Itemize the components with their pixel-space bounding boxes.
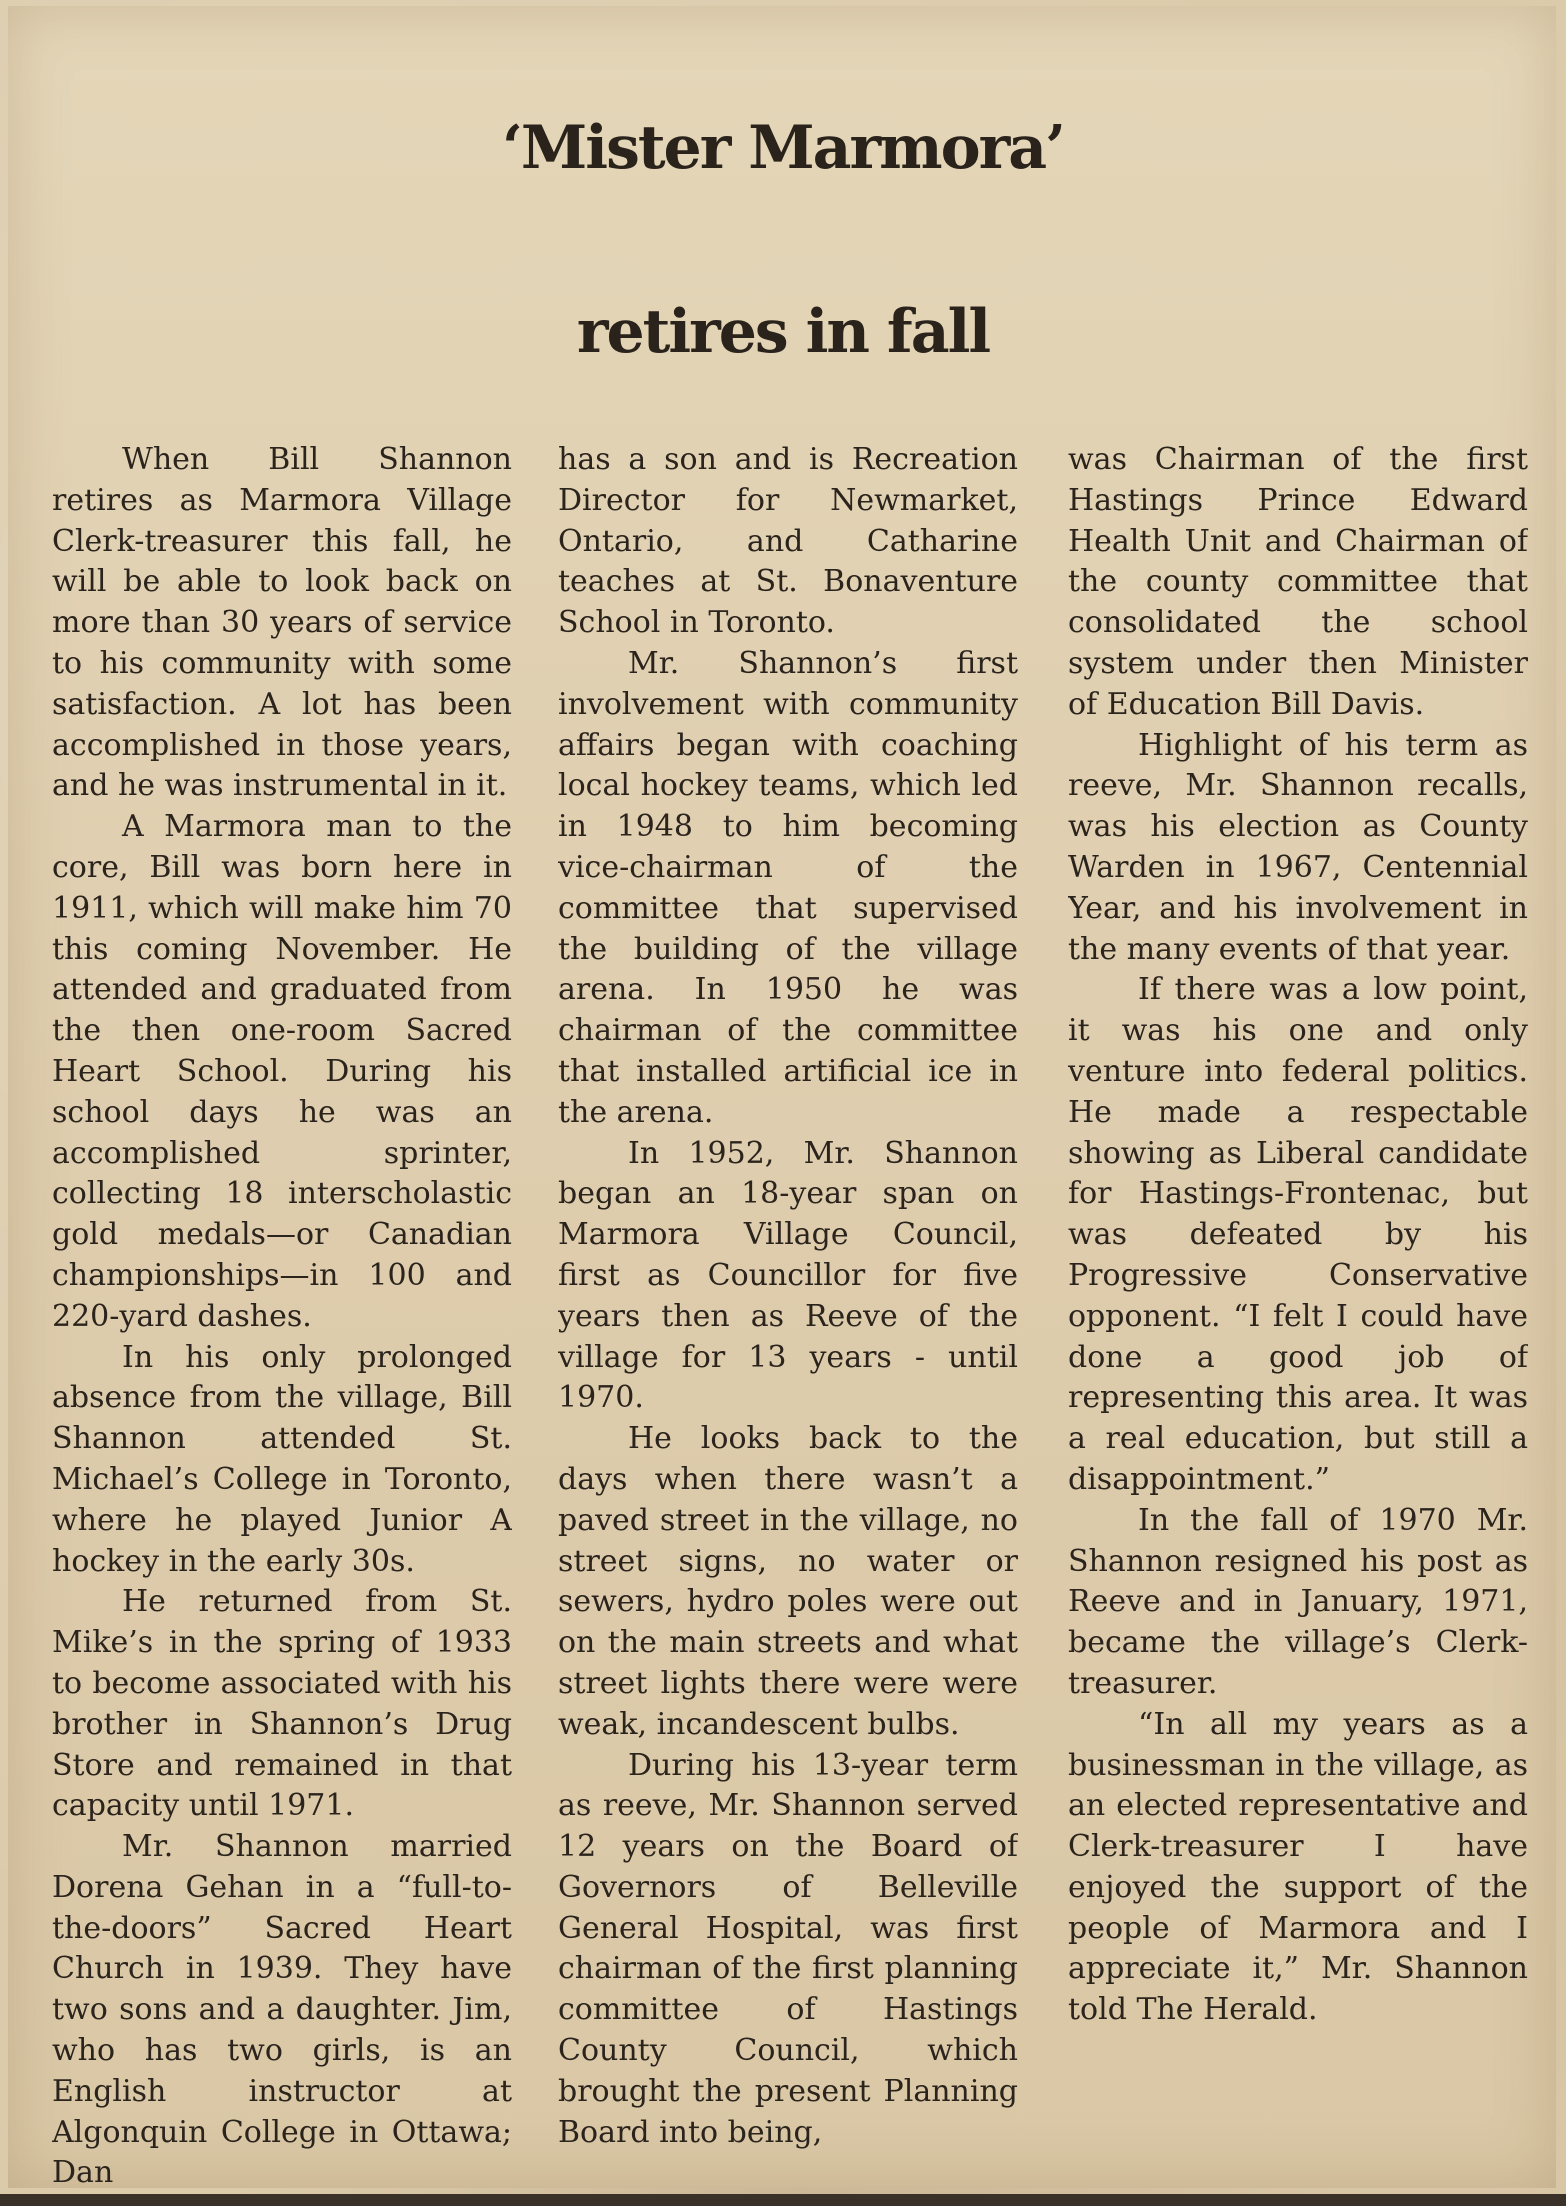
paragraph: In his only prolonged absence from the village, Bill Shannon attended St. Michael’s College in Toronto, where he played Junior A hockey in the early 30s. [52,1339,512,1579]
article-column-3 [1068,440,1528,2200]
bottom-rule [0,2194,1566,2206]
headline-line-2: retires in fall [576,297,990,368]
paragraph: “In all my years as a businessman in the village, as an elected representative and Clerk-treasurer I have enjoyed the support of the people of Marmora and I appreciate it,” Mr. Shannon told The Herald. [1068,1706,1528,2028]
paragraph: has a son and is Recreation Director for Newmarket, Ontario, and Catharine teaches at St. Bonaventure School in Toronto. [558,442,1018,641]
paragraph: If there was a low point, it was his one and only venture into federal politics. He made a respectable showing as Liberal candidate for Hastings-Frontenac, but was defeated by his Progressive Conservative opponent. “I felt I could have done a good job of representing this area. It was a real education, but still a disappointment.” [1068,972,1528,1497]
article-column-1 [52,440,512,2200]
paragraph: In the fall of 1970 Mr. Shannon resigned his post as Reeve and in January, 1971, became the village’s Clerk-treasurer. [1068,1502,1528,1701]
paragraph: He returned from St. Mike’s in the spring of 1933 to become associated with his brother in Shannon’s Drug Store and remained in that capacity until 1971. [52,1584,512,1824]
paragraph: He looks back to the days when there wasn’t a paved street in the village, no street signs, no water or sewers, hydro poles were out on the main streets and what street lights there were were weak, incandescent bulbs. [558,1421,1018,1742]
paragraph: Mr. Shannon’s first involvement with community affairs began with coaching local hockey teams, which led in 1948 to him becoming vice-chairman of the committee that supervised the building of the village arena. In 1950 he was chairman of the committee that installed artificial ice in the arena. [558,645,1018,1130]
paragraph: A Marmora man to the core, Bill was born here in 1911, which will make him 70 this coming November. He attended and graduated from the then one-room Sacred Heart School. During his school days he was an accomplished sprinter, collecting 18 interscholastic gold medals—or Canadian championships—in 100 and 220-yard dashes. [52,809,512,1334]
article-column-2 [558,440,1018,2200]
paragraph: was Chairman of the first Hastings Prince Edward Health Unit and Chairman of the county committee that consolidated the school system under then Minister of Education Bill Davis. [1068,442,1528,722]
paragraph: Highlight of his term as reeve, Mr. Shannon recalls, was his election as County Warden in 1967, Centennial Year, and his involvement in the many events of that year. [1068,727,1528,967]
headline-line-1: ‘Mister Marmora’ [501,113,1065,184]
paragraph: Mr. Shannon married Dorena Gehan in a “full-to-the-doors” Sacred Heart Church in 1939. They have two sons and a daughter. Jim, who has two girls, is an English instructor at Algonquin College in Ottawa; Dan [52,1829,512,2191]
paragraph: When Bill Shannon retires as Marmora Village Clerk-treasurer this fall, he will be able to look back on more than 30 years of service to his community with some satisfaction. A lot has been accomplished in those years, and he was instrumental in it. [52,442,512,804]
paragraph: In 1952, Mr. Shannon began an 18-year span on Marmora Village Council, first as Councillor for five years then as Reeve of the village for 13 years - until 1970. [558,1135,1018,1416]
paragraph: During his 13-year term as reeve, Mr. Shannon served 12 years on the Board of Governors of Belleville General Hospital, was first chairman of the first planning committee of Hastings County Council, which brought the present Planning Board into being, [558,1747,1018,2150]
